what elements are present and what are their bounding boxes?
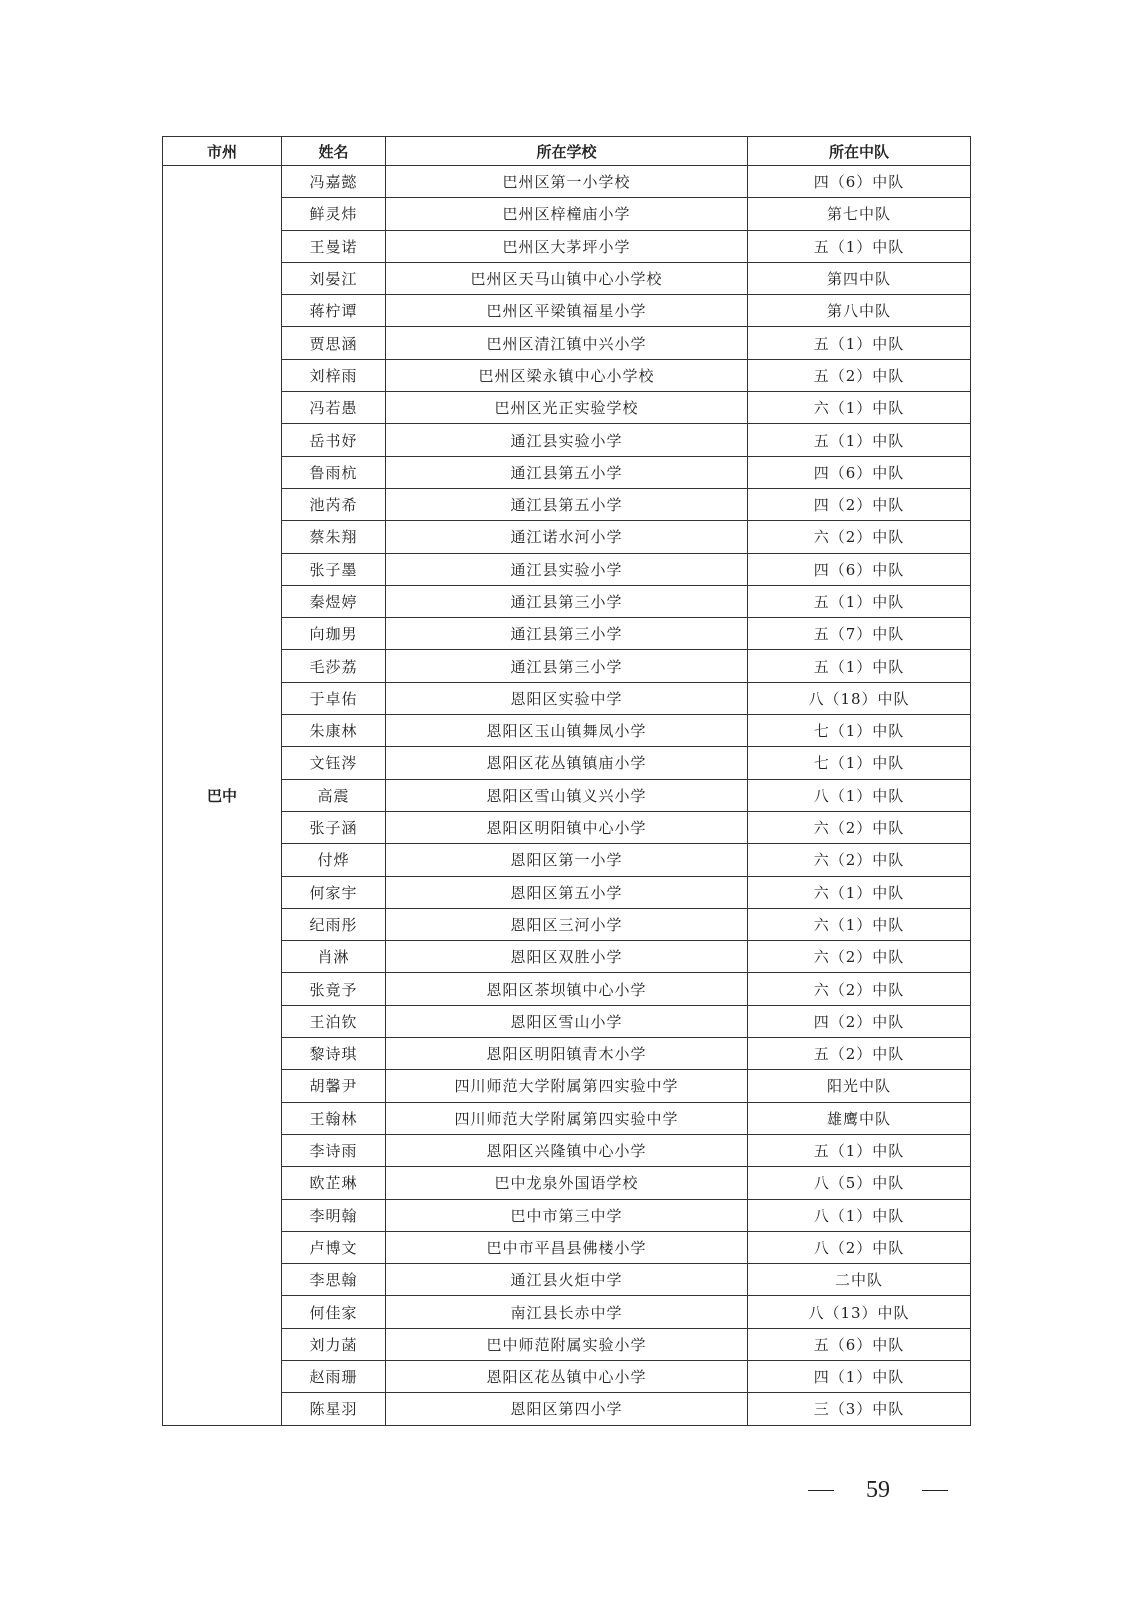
table-row <box>163 1231 971 1263</box>
squad-cell: 四（2）中队 <box>748 1005 971 1037</box>
squad-cell: 八（2）中队 <box>748 1231 971 1263</box>
student-name-cell: 张子墨 <box>282 553 386 585</box>
roster-body <box>163 166 971 1426</box>
school-cell: 通江县第五小学 <box>386 456 748 488</box>
header-name: 姓名 <box>282 137 386 166</box>
school-cell: 通江县第三小学 <box>386 585 748 617</box>
student-name-cell: 刘力菡 <box>282 1328 386 1360</box>
table-row <box>163 1328 971 1360</box>
table-row <box>163 521 971 553</box>
table-row <box>163 1005 971 1037</box>
student-name-cell: 毛莎荔 <box>282 650 386 682</box>
school-cell: 巴中龙泉外国语学校 <box>386 1167 748 1199</box>
squad-cell: 八（1）中队 <box>748 1199 971 1231</box>
student-name-cell: 蒋柠谭 <box>282 295 386 327</box>
squad-cell: 七（1）中队 <box>748 715 971 747</box>
table-row <box>163 359 971 391</box>
squad-cell: 六（2）中队 <box>748 973 971 1005</box>
student-name-cell: 王曼诺 <box>282 230 386 262</box>
squad-cell: 八（1）中队 <box>748 779 971 811</box>
table-row <box>163 1296 971 1328</box>
table-row <box>163 262 971 294</box>
table-row <box>163 747 971 779</box>
table-row <box>163 1070 971 1102</box>
school-cell: 巴州区梁永镇中心小学校 <box>386 359 748 391</box>
student-name-cell: 蔡朱翔 <box>282 521 386 553</box>
school-cell: 恩阳区双胜小学 <box>386 941 748 973</box>
table-row <box>163 1360 971 1392</box>
student-name-cell: 高震 <box>282 779 386 811</box>
student-name-cell: 赵雨珊 <box>282 1360 386 1392</box>
footer-dash-right <box>922 1490 948 1491</box>
table-row <box>163 392 971 424</box>
student-name-cell: 陈星羽 <box>282 1393 386 1425</box>
student-name-cell: 胡馨尹 <box>282 1070 386 1102</box>
table-row <box>163 1038 971 1070</box>
table-row <box>163 198 971 230</box>
school-cell: 恩阳区第五小学 <box>386 876 748 908</box>
squad-cell: 六（1）中队 <box>748 392 971 424</box>
footer-dash-left <box>808 1490 834 1491</box>
table-row <box>163 295 971 327</box>
table-row <box>163 1134 971 1166</box>
table-row <box>163 488 971 520</box>
header-city: 市州 <box>163 137 282 166</box>
squad-cell: 四（6）中队 <box>748 456 971 488</box>
student-name-cell: 卢博文 <box>282 1231 386 1263</box>
squad-cell: 第四中队 <box>748 262 971 294</box>
squad-cell: 五（1）中队 <box>748 327 971 359</box>
table-row <box>163 456 971 488</box>
student-name-cell: 秦煜婷 <box>282 585 386 617</box>
school-cell: 巴州区梓橦庙小学 <box>386 198 748 230</box>
squad-cell: 五（1）中队 <box>748 230 971 262</box>
school-cell: 四川师范大学附属第四实验中学 <box>386 1102 748 1134</box>
table-row <box>163 1264 971 1296</box>
table-row <box>163 1167 971 1199</box>
student-name-cell: 何佳家 <box>282 1296 386 1328</box>
table-row <box>163 230 971 262</box>
student-name-cell: 欧芷琳 <box>282 1167 386 1199</box>
student-name-cell: 鲜灵炜 <box>282 198 386 230</box>
table-row <box>163 650 971 682</box>
student-name-cell: 黎诗琪 <box>282 1038 386 1070</box>
table-row <box>163 1102 971 1134</box>
squad-cell: 第七中队 <box>748 198 971 230</box>
table-row <box>163 941 971 973</box>
table-row <box>163 1199 971 1231</box>
school-cell: 通江县实验小学 <box>386 424 748 456</box>
squad-cell: 三（3）中队 <box>748 1393 971 1425</box>
table-row <box>163 844 971 876</box>
school-cell: 巴州区天马山镇中心小学校 <box>386 262 748 294</box>
student-name-cell: 冯若愚 <box>282 392 386 424</box>
school-cell: 恩阳区兴隆镇中心小学 <box>386 1134 748 1166</box>
squad-cell: 雄鹰中队 <box>748 1102 971 1134</box>
school-cell: 恩阳区玉山镇舞凤小学 <box>386 715 748 747</box>
school-cell: 巴州区清江镇中兴小学 <box>386 327 748 359</box>
squad-cell: 七（1）中队 <box>748 747 971 779</box>
squad-cell: 六（2）中队 <box>748 941 971 973</box>
squad-cell: 四（2）中队 <box>748 488 971 520</box>
squad-cell: 六（1）中队 <box>748 908 971 940</box>
table-row <box>163 166 971 198</box>
school-cell: 巴州区平梁镇福星小学 <box>386 295 748 327</box>
school-cell: 恩阳区三河小学 <box>386 908 748 940</box>
squad-cell: 四（6）中队 <box>748 166 971 198</box>
school-cell: 恩阳区明阳镇青木小学 <box>386 1038 748 1070</box>
school-cell: 通江诺水河小学 <box>386 521 748 553</box>
squad-cell: 六（2）中队 <box>748 811 971 843</box>
city-cell: 巴中 <box>163 166 282 1426</box>
student-name-cell: 刘晏江 <box>282 262 386 294</box>
table-row <box>163 327 971 359</box>
school-cell: 通江县实验小学 <box>386 553 748 585</box>
table-row <box>163 779 971 811</box>
table-row <box>163 618 971 650</box>
school-cell: 通江县火炬中学 <box>386 1264 748 1296</box>
school-cell: 通江县第五小学 <box>386 488 748 520</box>
squad-cell: 五（1）中队 <box>748 650 971 682</box>
student-name-cell: 李明翰 <box>282 1199 386 1231</box>
table-row <box>163 973 971 1005</box>
squad-cell: 五（1）中队 <box>748 585 971 617</box>
student-name-cell: 朱康林 <box>282 715 386 747</box>
squad-cell: 二中队 <box>748 1264 971 1296</box>
table-row <box>163 811 971 843</box>
squad-cell: 五（2）中队 <box>748 359 971 391</box>
school-cell: 恩阳区雪山小学 <box>386 1005 748 1037</box>
squad-cell: 五（7）中队 <box>748 618 971 650</box>
student-name-cell: 王泊钦 <box>282 1005 386 1037</box>
student-name-cell: 文钰涔 <box>282 747 386 779</box>
squad-cell: 五（6）中队 <box>748 1328 971 1360</box>
school-cell: 巴州区大茅坪小学 <box>386 230 748 262</box>
student-name-cell: 池芮希 <box>282 488 386 520</box>
table-row <box>163 553 971 585</box>
student-name-cell: 冯嘉懿 <box>282 166 386 198</box>
school-cell: 恩阳区雪山镇义兴小学 <box>386 779 748 811</box>
squad-cell: 阳光中队 <box>748 1070 971 1102</box>
header-row <box>163 137 971 166</box>
squad-cell: 五（1）中队 <box>748 424 971 456</box>
school-cell: 巴中市平昌县佛楼小学 <box>386 1231 748 1263</box>
header-school: 所在学校 <box>386 137 748 166</box>
student-name-cell: 李思翰 <box>282 1264 386 1296</box>
school-cell: 恩阳区实验中学 <box>386 682 748 714</box>
school-cell: 巴州区第一小学校 <box>386 166 748 198</box>
student-name-cell: 付烨 <box>282 844 386 876</box>
student-name-cell: 王翰林 <box>282 1102 386 1134</box>
table-row <box>163 715 971 747</box>
squad-cell: 四（6）中队 <box>748 553 971 585</box>
squad-cell: 五（1）中队 <box>748 1134 971 1166</box>
student-name-cell: 纪雨彤 <box>282 908 386 940</box>
school-cell: 巴州区光正实验学校 <box>386 392 748 424</box>
school-cell: 四川师范大学附属第四实验中学 <box>386 1070 748 1102</box>
student-name-cell: 肖淋 <box>282 941 386 973</box>
student-name-cell: 于卓佑 <box>282 682 386 714</box>
school-cell: 恩阳区第一小学 <box>386 844 748 876</box>
table-row <box>163 424 971 456</box>
school-cell: 南江县长赤中学 <box>386 1296 748 1328</box>
student-name-cell: 张子涵 <box>282 811 386 843</box>
table-row <box>163 908 971 940</box>
student-name-cell: 何家宇 <box>282 876 386 908</box>
table-row <box>163 682 971 714</box>
squad-cell: 第八中队 <box>748 295 971 327</box>
table-row <box>163 1393 971 1425</box>
student-name-cell: 鲁雨杭 <box>282 456 386 488</box>
page-footer <box>808 1470 948 1510</box>
school-cell: 恩阳区花丛镇镇庙小学 <box>386 747 748 779</box>
roster-table <box>162 136 971 1426</box>
squad-cell: 四（1）中队 <box>748 1360 971 1392</box>
squad-cell: 六（1）中队 <box>748 876 971 908</box>
squad-cell: 六（2）中队 <box>748 521 971 553</box>
table-row <box>163 876 971 908</box>
school-cell: 巴中市第三中学 <box>386 1199 748 1231</box>
squad-cell: 八（13）中队 <box>748 1296 971 1328</box>
school-cell: 恩阳区第四小学 <box>386 1393 748 1425</box>
student-name-cell: 岳书妤 <box>282 424 386 456</box>
school-cell: 恩阳区花丛镇中心小学 <box>386 1360 748 1392</box>
student-name-cell: 向珈男 <box>282 618 386 650</box>
school-cell: 恩阳区明阳镇中心小学 <box>386 811 748 843</box>
student-name-cell: 刘梓雨 <box>282 359 386 391</box>
squad-cell: 五（2）中队 <box>748 1038 971 1070</box>
student-name-cell: 张竟予 <box>282 973 386 1005</box>
student-name-cell: 贾思涵 <box>282 327 386 359</box>
school-cell: 通江县第三小学 <box>386 618 748 650</box>
school-cell: 通江县第三小学 <box>386 650 748 682</box>
page-number: 59 <box>866 1476 890 1503</box>
school-cell: 恩阳区茶坝镇中心小学 <box>386 973 748 1005</box>
squad-cell: 六（2）中队 <box>748 844 971 876</box>
school-cell: 巴中师范附属实验小学 <box>386 1328 748 1360</box>
squad-cell: 八（18）中队 <box>748 682 971 714</box>
squad-cell: 八（5）中队 <box>748 1167 971 1199</box>
student-name-cell: 李诗雨 <box>282 1134 386 1166</box>
table-row <box>163 585 971 617</box>
header-squad: 所在中队 <box>748 137 971 166</box>
